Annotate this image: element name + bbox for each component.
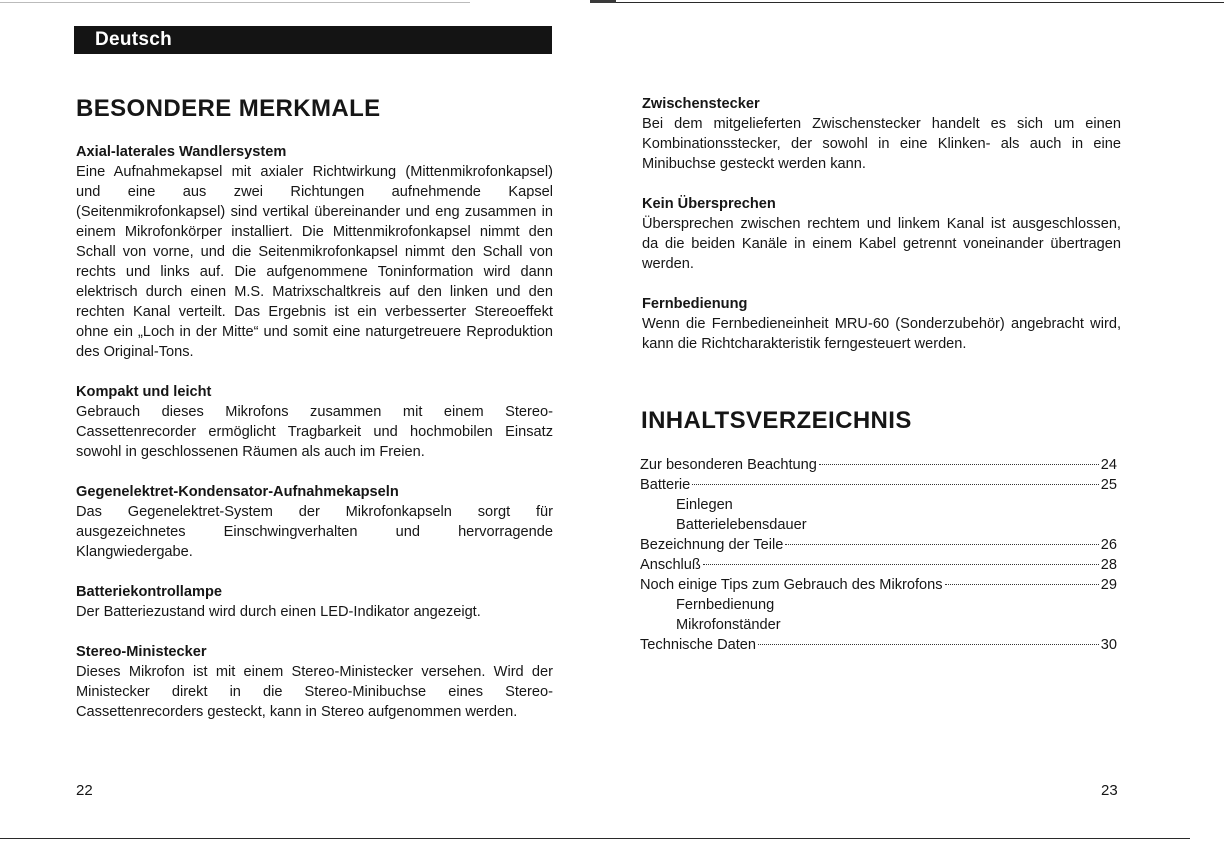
- toc-leader-dots: [758, 644, 1099, 645]
- feature-heading: Zwischenstecker: [642, 96, 760, 112]
- features-column-left: [76, 142, 553, 722]
- feature-heading: Axial-laterales Wandlersystem: [76, 144, 287, 160]
- toc-entry[interactable]: [640, 475, 1117, 495]
- toc-entry-page: 28: [1100, 557, 1117, 573]
- toc-entry-label: Batterie: [640, 477, 691, 493]
- toc-subentry-label: Einlegen: [676, 497, 733, 513]
- toc-entry[interactable]: [640, 575, 1117, 595]
- feature-text: Übersprechen zwischen rechtem und linkem Kanal ist ausgeschlossen, da die beiden Kanäle in einem Kabel getrennt voneinander übertragen werden.: [642, 216, 1121, 272]
- toc-leader-dots: [785, 544, 1098, 545]
- feature-heading: Batteriekontrollampe: [76, 584, 222, 600]
- feature-heading: Stereo-Ministecker: [76, 644, 207, 660]
- feature-mini-plug: [76, 642, 553, 722]
- table-of-contents: [640, 455, 1117, 655]
- feature-heading: Gegenelektret-Kondensator-Aufnahmekapseln: [76, 484, 399, 500]
- toc-title: INHALTSVERZEICHNIS: [641, 407, 912, 434]
- page-number-left: 22: [76, 782, 93, 799]
- toc-leader-dots: [945, 584, 1099, 585]
- feature-compact: [76, 382, 553, 462]
- feature-no-crosstalk: [642, 194, 1121, 274]
- feature-text: Das Gegenelektret-System der Mikrofonkapseln sorgt für ausgezeichnetes Einschwingverhalten und hervorragende Klangwiedergabe.: [76, 504, 553, 560]
- toc-entry[interactable]: [640, 535, 1117, 555]
- toc-subentry[interactable]: [640, 495, 1117, 515]
- feature-axial: [76, 142, 553, 362]
- toc-entry-label: Anschluß: [640, 557, 701, 573]
- toc-leader-dots: [692, 484, 1098, 485]
- feature-text: Der Batteriezustand wird durch einen LED-Indikator angezeigt.: [76, 604, 481, 620]
- feature-text: Wenn die Fernbedieneinheit MRU-60 (Sonderzubehör) angebracht wird, kann die Richtcharakteristik ferngesteuert werden.: [642, 316, 1121, 352]
- toc-subentry[interactable]: [640, 615, 1117, 635]
- feature-electret: [76, 482, 553, 562]
- toc-subentry-label: Fernbedienung: [676, 597, 775, 613]
- toc-entry-label: Bezeichnung der Teile: [640, 537, 784, 553]
- toc-entry-page: 25: [1100, 477, 1117, 493]
- toc-subentry[interactable]: [640, 515, 1117, 535]
- feature-text: Bei dem mitgelieferten Zwischenstecker handelt es sich um einen Kombinationsstecker, der sowohl in eine Klinken- als auch in eine Minibuchse gesteckt werden kann.: [642, 116, 1121, 172]
- toc-leader-dots: [819, 464, 1099, 465]
- toc-subentry-label: Batterielebensdauer: [676, 517, 807, 533]
- feature-heading: Fernbedienung: [642, 296, 748, 312]
- page-number-right: 23: [1101, 782, 1118, 799]
- feature-battery-lamp: [76, 582, 553, 622]
- toc-entry-label: Technische Daten: [640, 637, 757, 653]
- right-page: [612, 0, 1224, 846]
- toc-entry-page: 29: [1100, 577, 1117, 593]
- feature-text: Dieses Mikrofon ist mit einem Stereo-Ministecker versehen. Wird der Ministecker direkt in die Stereo-Minibuchse eines Stereo-Cassettenrecorders gesteckt, kann in Stereo aufgenommen werden.: [76, 664, 553, 720]
- feature-remote: [642, 294, 1121, 354]
- features-title: BESONDERE MERKMALE: [76, 95, 381, 122]
- feature-adapter-plug: [642, 94, 1121, 174]
- toc-entry[interactable]: [640, 455, 1117, 475]
- language-label: Deutsch: [74, 26, 552, 54]
- features-column-right: [642, 94, 1121, 354]
- feature-heading: Kein Übersprechen: [642, 196, 776, 212]
- toc-entry-label: Zur besonderen Beachtung: [640, 457, 817, 473]
- toc-entry[interactable]: [640, 555, 1117, 575]
- feature-text: Gebrauch dieses Mikrofons zusammen mit einem Stereo-Cassettenrecorder ermöglicht Tragbarkeit und hochmobilen Einsatz sowohl in geschlossenen Räumen als auch im Freien.: [76, 404, 553, 460]
- toc-leader-dots: [703, 564, 1099, 565]
- feature-text: Eine Aufnahmekapsel mit axialer Richtwirkung (Mittenmikrofonkapsel) und eine aus zwei Richtungen aufnehmende Kapsel (Seitenmikrofonkapsel) sind vertikal übereinander und eng zusammen in einem Mikrofonkörper installiert. Die Mittenmikrofonkapsel nimmt den Schall von vorne, und die Seitenmikrofonkapsel nimmt den Schall von rechts und links auf. Die aufgenommene Toninformation wird dann elektrisch durch einen M.S. Matrixschaltkreis auf den linken und den rechten Kanal verteilt. Das Ergebnis ist ein verbesserter Stereoeffekt ohne ein „Loch in der Mitte“ und somit eine naturgetreuere Reproduktion des Original-Tons.: [76, 164, 553, 360]
- toc-subentry-label: Mikrofonständer: [676, 617, 781, 633]
- feature-heading: Kompakt und leicht: [76, 384, 212, 400]
- toc-entry-label: Noch einige Tips zum Gebrauch des Mikrofons: [640, 577, 943, 593]
- toc-subentry[interactable]: [640, 595, 1117, 615]
- toc-entry[interactable]: [640, 635, 1117, 655]
- toc-entry-page: 30: [1100, 637, 1117, 653]
- toc-entry-page: 26: [1100, 537, 1117, 553]
- toc-entry-page: 24: [1100, 457, 1117, 473]
